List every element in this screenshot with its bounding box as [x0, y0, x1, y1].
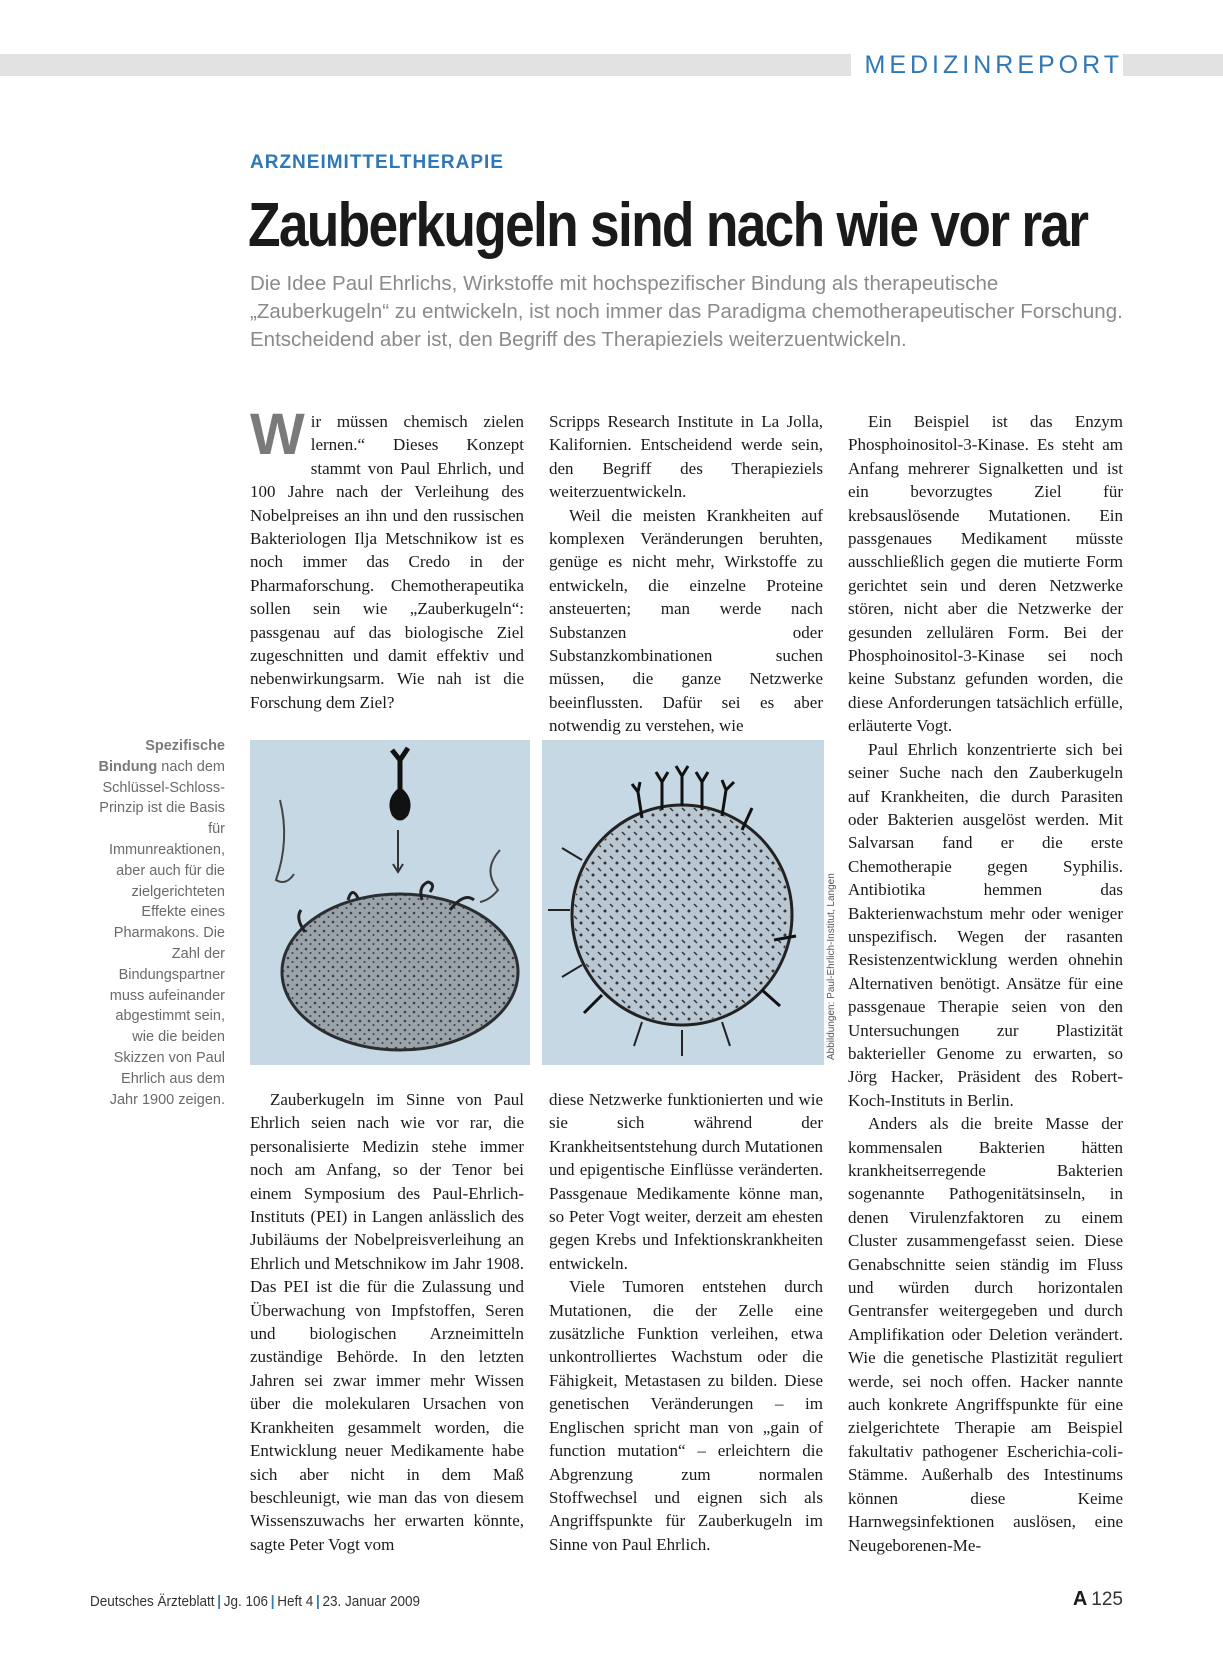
- figure-credit: Abbildungen: Paul-Ehrlich-Institut, Langen: [826, 873, 837, 1060]
- article-lead: Die Idee Paul Ehrlichs, Wirkstoffe mit hochspezifischer Bindung als therapeutische „Zauberkugeln“ zu entwickeln, ist noch immer das Paradigma chemotherapeutischer Forschung. Entscheidend aber ist, den Begriff des Therapieziels weiterzuentwickeln.: [250, 272, 1123, 351]
- cell-sketch-1: [250, 740, 530, 1065]
- body-paragraph: Zauberkugeln im Sinne von Paul Ehrlich seien nach wie vor rar, die personalisierte Medizin stehe immer noch am Anfang, so der Tenor bei einem Symposium des Paul-Ehrlich-Instituts (PEI) in Langen anlässlich des Jubiläums der Nobelpreisverleihung an Ehrlich und Metschnikow im Jahr 1908. Das PEI ist die für die Zulassung und Überwachung von Impfstoffen, Seren und biologischen Arzneimitteln zuständige Behörde. In den letzten Jahren sei zwar immer mehr Wissen über die molekularen Ursachen von Krankheiten gesammelt worden, die Entwicklung neuer Medikamente habe sich aber nicht in dem Maß beschleunigt, wie man das von diesem Wissenszuwachs her erwarten könnte, sagte Peter Vogt vom: [250, 1090, 524, 1554]
- page-prefix: A: [1072, 1588, 1088, 1610]
- figure-ehrlich-sketch-2: [542, 740, 824, 1065]
- kicker: ARZNEIMITTELTHERAPIE: [250, 152, 504, 173]
- column-3: [848, 410, 1123, 1557]
- caption-bold: Spezifische Bindung: [98, 738, 225, 775]
- caption-text: nach dem Schlüssel-Schloss-Prinzip ist die Basis für Immunreaktionen, aber auch für die zielgerichteten Effekte eines Pharmakons. Die Zahl der Bindungspartner muss aufeinander abgestimmt sein, wie die beiden Skizzen von Paul Ehrlich aus dem Jahr 1900 zeigen.: [99, 758, 225, 1108]
- body-paragraph: Paul Ehrlich konzentrierte sich bei seiner Suche nach den Zauberkugeln auf Krankheiten, die durch Parasiten oder Bakterien ausgelöst werden. Mit Salvarsan fand er die erste Chemotherapie gegen Syphilis. Antibiotika hemmen das Bakterienwachstum mehr oder weniger unspezifisch. Wegen der rasanten Resistenzentwicklung werden ohnehin Alternativen benötigt. Ansätze für eine passgenaue Therapie seien von den Untersuchungen zur Plastizität bakterieller Genome zu erwarten, so Jörg Hacker, Präsident des Robert-Koch-Instituts in Berlin.: [848, 739, 1123, 1110]
- body-paragraph: Viele Tumoren entstehen durch Mutationen, die der Zelle eine zusätzliche Funktion verleihen, etwa unkontrolliertes Wachstum oder die Fähigkeit, Metastasen zu bilden. Diese genetischen Veränderungen – im Englischen spricht man von „gain of function mutation“ – erleichtern die Abgrenzung zum normalen Stoffwechsel und eignen sich als Angriffspunkte für Zauberkugeln im Sinne von Paul Ehrlich.: [549, 1277, 823, 1554]
- column-1-top: [250, 402, 524, 714]
- footer-journal: Deutsches Ärzteblatt: [90, 1593, 215, 1610]
- footer-date: 23. Januar 2009: [322, 1593, 421, 1610]
- column-2-bottom: [549, 1088, 823, 1556]
- page-number: [1073, 1588, 1123, 1611]
- body-paragraph: Anders als die breite Masse der kommensalen Bakterien hätten krankheitserregende Bakterien sogenannte Pathogenitätsinseln, in denen Virulenzfaktoren zu einem Cluster zusammengefasst seien. Diese Genabschnitte seien ständig im Fluss und würden durch horizontalen Gentransfer weitergegeben und durch Amplifikation oder Deletion verändert. Wie die genetische Plastizität reguliert werde, sei noch offen. Hacker nannte auch konkrete Angriffspunkte für eine zielgerichtete Therapie am Beispiel fakultativ pathogener Escherichia-coli-Stämme. Außerhalb des Intestinums können diese Keime Harnwegsinfektionen auslösen, eine Neugeborenen-Me-: [848, 1114, 1123, 1555]
- body-paragraph: Scripps Research Institute in La Jolla, Kalifornien. Entscheidend werde sein, den Begriff des Therapieziels weiterzuentwickeln.: [549, 412, 823, 502]
- body-paragraph: Weil die meisten Krankheiten auf komplexen Veränderungen beruhten, genüge es nicht mehr, Wirkstoffe zu entwickeln, die einzelne Proteine ansteuerten; man werde nach Substanzen oder Substanzkombinationen suchen müssen, die ganze Netzwerke beeinflussten. Dafür sei es aber notwendig zu verstehen, wie: [549, 505, 823, 736]
- footer-issue: Heft 4: [277, 1593, 314, 1610]
- body-paragraph: diese Netzwerke funktionierten und wie sie sich während der Krankheitsentstehung durch Mutationen und epigentische Einflüsse veränderten. Passgenaue Medikamente könne man, so Peter Vogt weiter, derzeit am ehesten gegen Krebs und Infektionskrankheiten entwickeln.: [549, 1090, 823, 1273]
- figure-caption: [90, 736, 225, 1110]
- figure-ehrlich-sketch-1: [250, 740, 530, 1065]
- footer-citation: Deutsches Ärzteblatt | Jg. 106 | Heft 4 | 23. Januar 2009: [90, 1593, 421, 1610]
- column-2-top: [549, 410, 823, 738]
- body-paragraph: Ein Beispiel ist das Enzym Phosphoinositol-3-Kinase. Es steht am Anfang mehrerer Signalketten und ist ein bevorzugtes Ziel für krebsauslösende Mutationen. Ein passgenaues Medikament müsste ausschließlich gegen die mutierte Form gerichtet sein und deren Netzwerke stören, nicht aber die Netzwerke der gesunden zellulären Form. Bei der Phosphoinositol-3-Kinase sei noch keine Substanz gefunden worden, die diese Anforderungen tatsächlich erfülle, erläuterte Vogt.: [848, 412, 1123, 736]
- dropcap: W: [250, 402, 305, 467]
- article-title: Zauberkugeln sind nach wie vor rar: [248, 191, 1088, 260]
- cell-sketch-2: [542, 740, 824, 1065]
- body-paragraph: Wir müssen chemisch zielen lernen.“ Dieses Konzept stammt von Paul Ehrlich, und 100 Jahre nach der Verleihung des Nobelpreises an ihn und den russischen Bakteriologen Ilja Metschnikow ist es noch immer das Credo in der Pharmaforschung. Chemotherapeutika sollen sein wie „Zauberkugeln“: passgenau auf das biologische Ziel zugeschnitten und damit effektiv und nebenwirkungsarm. Wie nah ist die Forschung dem Ziel?: [250, 402, 524, 712]
- column-1-bottom: [250, 1088, 524, 1556]
- section-label: MEDIZINREPORT: [851, 48, 1124, 82]
- page-number-value: 125: [1091, 1589, 1123, 1610]
- footer-volume: Jg. 106: [223, 1593, 269, 1610]
